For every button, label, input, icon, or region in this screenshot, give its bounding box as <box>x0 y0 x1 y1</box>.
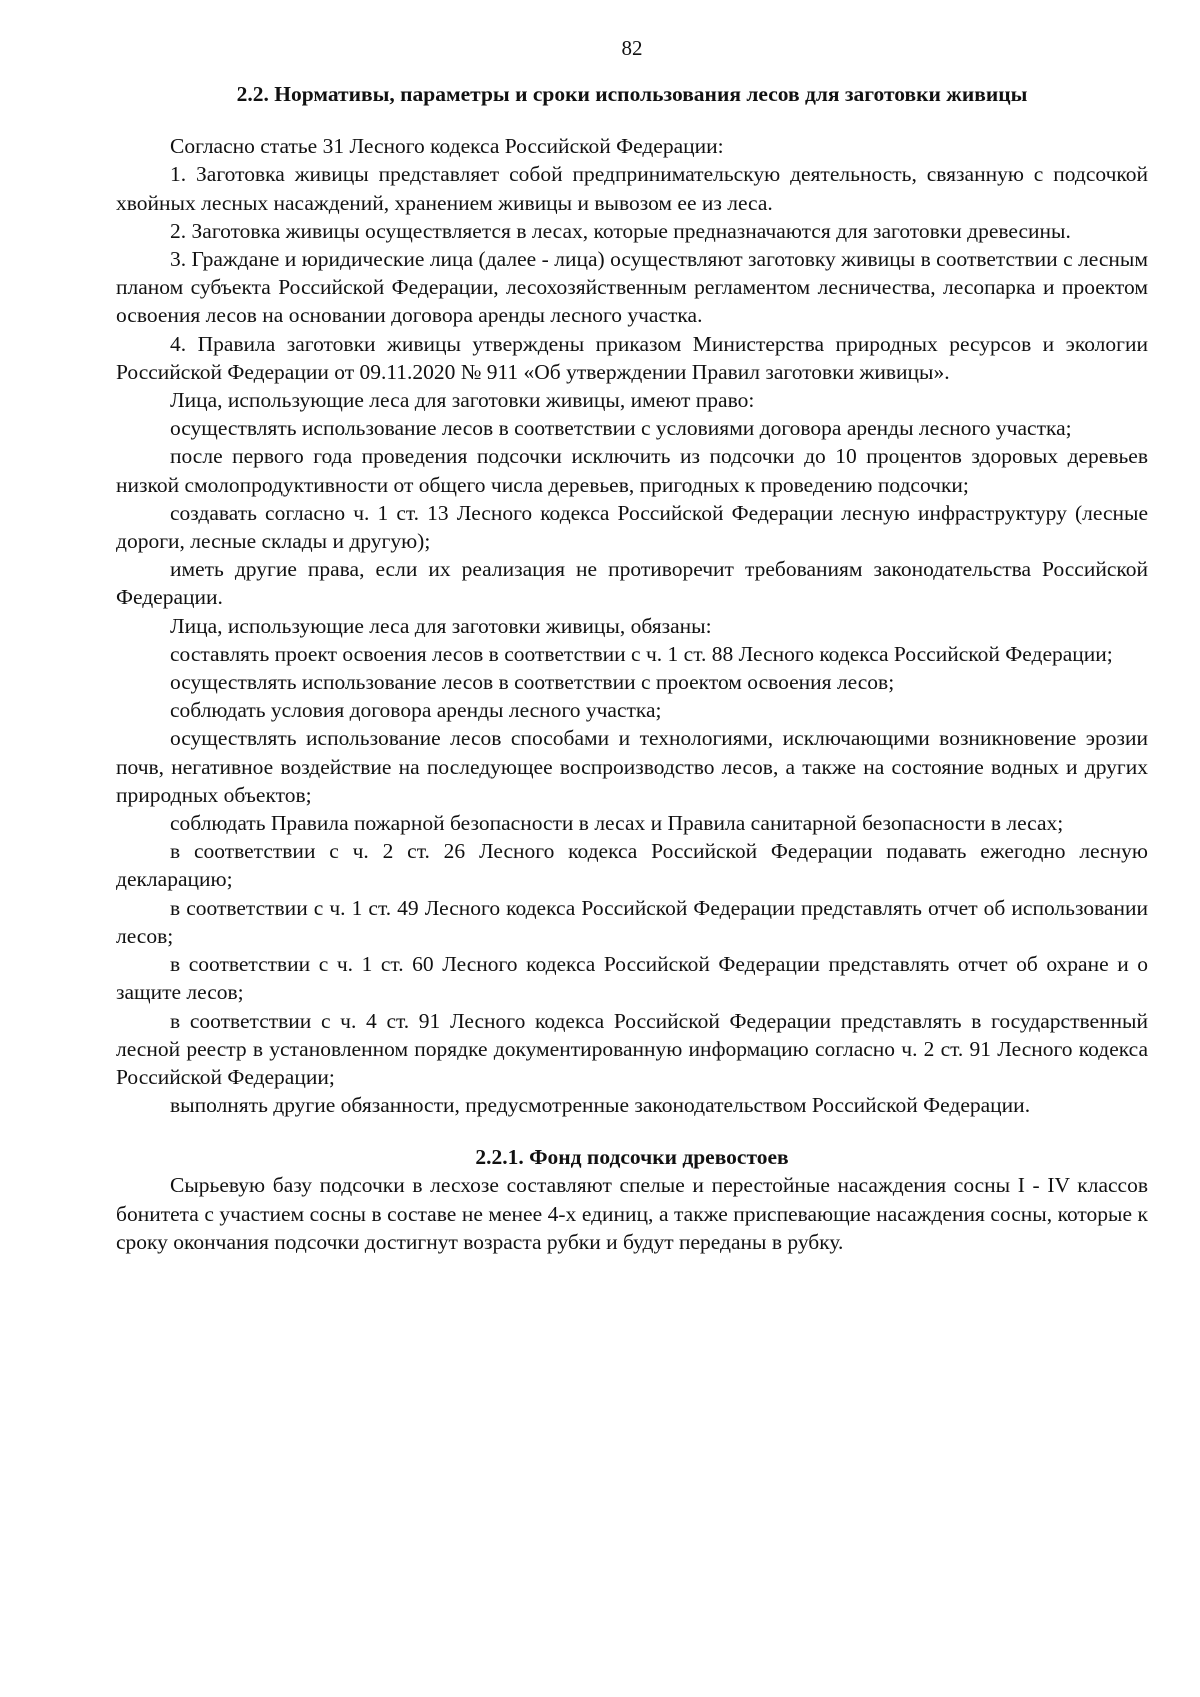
paragraph: в соответствии с ч. 4 ст. 91 Лесного кодекса Российской Федерации представлять в государственный лесной реестр в установленном порядке документированную информацию согласно ч. 2 ст. 91 Лесного кодекса Российской Федерации; <box>116 1008 1148 1089</box>
paragraph: Сырьевую базу подсочки в лесхозе составляют спелые и перестойные насаждения сосны I - IV классов бонитета с участием сосны в составе не менее 4-х единиц, а также приспевающие насаждения сосны, которые к сроку окончания подсочки достигнут возраста рубки и будут переданы в рубку. <box>116 1173 1148 1254</box>
paragraph: 1. Заготовка живицы представляет собой предпринимательскую деятельность, связанную с подсочкой хвойных лесных насаждений, хранением живицы и вывозом ее из леса. <box>116 162 1148 215</box>
paragraph: осуществлять использование лесов в соответствии с условиями договора аренды лесного участка; <box>170 416 1072 441</box>
section-body <box>116 132 1148 1119</box>
paragraph: соблюдать Правила пожарной безопасности в лесах и Правила санитарной безопасности в лесах; <box>170 811 1064 836</box>
paragraph: после первого года проведения подсочки исключить из подсочки до 10 процентов здоровых деревьев низкой смолопродуктивности от общего числа деревьев, пригодных к проведению подсочки; <box>116 444 1148 497</box>
subsection-body <box>116 1171 1148 1256</box>
paragraph: в соответствии с ч. 1 ст. 60 Лесного кодекса Российской Федерации представлять отчет об охране и о защите лесов; <box>116 952 1148 1005</box>
paragraph: Согласно статье 31 Лесного кодекса Российской Федерации: <box>170 134 724 159</box>
section-title: 2.2. Нормативы, параметры и сроки использования лесов для заготовки живицы <box>236 82 1028 107</box>
paragraph: в соответствии с ч. 2 ст. 26 Лесного кодекса Российской Федерации подавать ежегодно лесную декларацию; <box>116 839 1148 892</box>
document-page <box>116 34 1148 1256</box>
paragraph: 4. Правила заготовки живицы утверждены приказом Министерства природных ресурсов и экологии Российской Федерации от 09.11.2020 № 911 «Об утверждении Правил заготовки живицы». <box>116 331 1148 384</box>
paragraph: Лица, использующие леса для заготовки живицы, обязаны: <box>170 613 712 638</box>
paragraph: соблюдать условия договора аренды лесного участка; <box>170 698 662 723</box>
paragraph: выполнять другие обязанности, предусмотренные законодательством Российской Федерации. <box>170 1093 1031 1118</box>
paragraph: 3. Граждане и юридические лица (далее - лица) осуществляют заготовку живицы в соответствии с лесным планом субъекта Российской Федерации, лесохозяйственным регламентом лесничества, лесопарка и проектом освоения лесов на основании договора аренды лесного участка. <box>116 247 1148 328</box>
paragraph: в соответствии с ч. 1 ст. 49 Лесного кодекса Российской Федерации представлять отчет об использовании лесов; <box>116 895 1148 948</box>
paragraph: осуществлять использование лесов в соответствии с проектом освоения лесов; <box>170 670 895 695</box>
subsection-title: 2.2.1. Фонд подсочки древостоев <box>475 1145 789 1170</box>
paragraph: 2. Заготовка живицы осуществляется в лесах, которые предназначаются для заготовки древесины. <box>170 218 1071 243</box>
page-number: 82 <box>621 36 643 60</box>
paragraph: осуществлять использование лесов способами и технологиями, исключающими возникновение эрозии почв, негативное воздействие на последующее воспроизводство лесов, а также на состояние водных и других природных объектов; <box>116 726 1148 807</box>
paragraph: составлять проект освоения лесов в соответствии с ч. 1 ст. 88 Лесного кодекса Российской Федерации; <box>170 641 1113 666</box>
paragraph: Лица, использующие леса для заготовки живицы, имеют право: <box>170 388 755 413</box>
paragraph: иметь другие права, если их реализация не противоречит требованиям законодательства Российской Федерации. <box>116 557 1148 610</box>
paragraph: создавать согласно ч. 1 ст. 13 Лесного кодекса Российской Федерации лесную инфраструктуру (лесные дороги, лесные склады и другую); <box>116 500 1148 554</box>
